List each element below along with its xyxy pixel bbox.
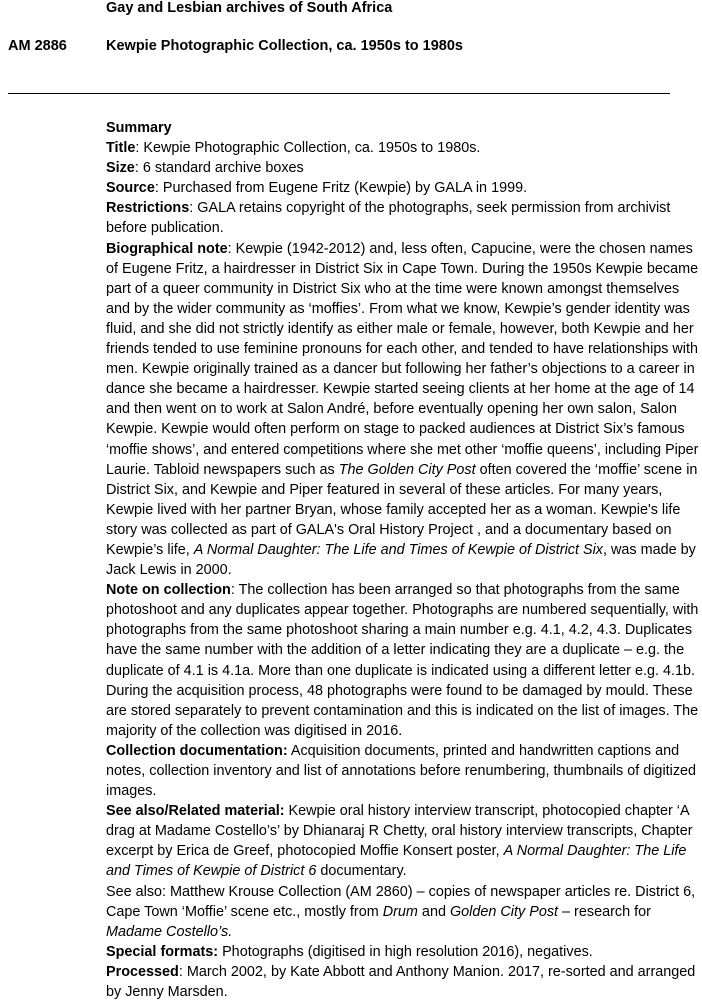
institution-name: Gay and Lesbian archives of South Africa xyxy=(106,0,393,16)
see-also-2-line: Madame Costello’s. xyxy=(106,923,233,940)
restrictions-field: Restrictions: GALA retains copyright of the photographs, seek permission from archivist xyxy=(106,200,671,217)
note-line: are stored separately to prevent contamination and this is indicated on the list of images. The xyxy=(106,702,699,719)
bio-line: of Eugene Fritz, a hairdresser in District Six in Cape Town. During the 1950s Kewpie became xyxy=(106,260,699,277)
title-field: Title: Kewpie Photographic Collection, ca. 1950s to 1980s. xyxy=(106,140,481,157)
bio-line: Kewpie lived with her partner Bryan, whose family accepted her as a woman. Kewpie's life xyxy=(106,501,681,518)
bio-line: fluid, and she did not strictly identify as either male or female, however, both Kewpie and her xyxy=(106,320,694,337)
bio-line: and by the wider community as ‘moffies’. From what we know, Kewpie’s gender identity was xyxy=(106,300,690,317)
see-also-2-line: Cape Town ‘Moffie’ scene etc., mostly from Drum and Golden City Post – research for xyxy=(106,903,651,920)
see-also-line: drag at Madame Costello’s’ by Dhianaraj R Chetty, oral history interview transcripts, Chapter xyxy=(106,823,693,840)
bio-line: friends tended to use feminine pronouns for each other, and tended to have relationships with xyxy=(106,341,698,358)
bio-line: part of a queer community in District Six who at the time were known amongst themselves xyxy=(106,280,680,297)
summary-section xyxy=(106,118,702,1002)
bio-line: Kewpie’s life, A Normal Daughter: The Life and Times of Kewpie of District Six, was made by xyxy=(106,541,696,558)
bio-line: and then went on to work at Salon André, before eventually opening her own salon, Salon xyxy=(106,401,677,418)
docs-line: images. xyxy=(106,783,157,800)
bio-line: Jack Lewis in 2000. xyxy=(106,562,232,579)
note-field: Note on collection: The collection has been arranged so that photographs from the same xyxy=(106,582,680,599)
size-field: Size: 6 standard archive boxes xyxy=(106,160,304,177)
reference-code: AM 2886 xyxy=(8,38,67,54)
see-also-field: See also/Related material: Kewpie oral history interview transcript, photocopied chapter ‘A xyxy=(106,803,690,820)
see-also-line: excerpt by Erica de Greef, photocopied Moffie Konsert poster, A Normal Daughter: The Life xyxy=(106,843,687,860)
source-field: Source: Purchased from Eugene Fritz (Kewpie) by GALA in 1999. xyxy=(106,180,528,197)
note-line: have the same number with the addition of a letter indicating they are a duplicate – e.g. the xyxy=(106,642,685,659)
note-line: photoshoot and any duplicates appear together. Photographs are numbered sequentially, with xyxy=(106,602,699,619)
bio-field: Biographical note: Kewpie (1942-2012) and, less often, Capucine, were the chosen names xyxy=(106,240,693,257)
summary-heading: Summary xyxy=(106,120,172,136)
note-line: During the acquisition process, 48 photographs were found to be damaged by mould. These xyxy=(106,682,693,699)
see-also-2-line: See also: Matthew Krouse Collection (AM 2860) – copies of newspaper articles re. District 6, xyxy=(106,883,696,900)
restrictions-line: before publication. xyxy=(106,220,224,237)
see-also-line: and Times of Kewpie of District 6 documentary. xyxy=(106,863,407,880)
bio-line: Laurie. Tabloid newspapers such as The Golden City Post often covered the ‘moffie’ scene in xyxy=(106,461,698,478)
bio-line: District Six, and Kewpie and Piper featured in several of these articles. For many years, xyxy=(106,481,663,498)
note-line: majority of the collection was digitised in 2016. xyxy=(106,722,403,739)
header-divider xyxy=(8,93,670,94)
bio-line: ‘moffie shows’, and entered competitions where she met other ‘moffie queens’, including Piper xyxy=(106,441,699,458)
docs-field: Collection documentation: Acquisition documents, printed and handwritten captions and xyxy=(106,742,680,759)
bio-line: men. Kewpie originally trained as a dancer but following her father’s objections to a career in xyxy=(106,361,695,378)
docs-line: notes, collection inventory and list of annotations before renumbering, thumbnails of digitized xyxy=(106,763,697,779)
bio-line: story was collected as part of GALA's Oral History Project , and a documentary based on xyxy=(106,521,672,538)
collection-title: Kewpie Photographic Collection, ca. 1950s to 1980s xyxy=(106,38,463,54)
bio-line: dance she became a hairdresser. Kewpie started seeing clients at her home at the age of 14 xyxy=(106,381,695,398)
processed-line: by Jenny Marsden. xyxy=(106,984,228,1001)
bio-line: Kewpie. Kewpie would often perform on stage to packed audiences at District Six’s famous xyxy=(106,421,685,438)
special-formats-field: Special formats: Photographs (digitised in high resolution 2016), negatives. xyxy=(106,943,593,960)
processed-field: Processed: March 2002, by Kate Abbott and Anthony Manion. 2017, re-sorted and arranged xyxy=(106,963,696,980)
note-line: duplicate of 4.1 is 4.1a. More than one duplicate is indicated using a different letter e.g. 4.1b. xyxy=(106,662,696,679)
note-line: photographs from the same photoshoot sharing a main number e.g. 4.1, 4.2, 4.3. Duplicates xyxy=(106,622,693,639)
